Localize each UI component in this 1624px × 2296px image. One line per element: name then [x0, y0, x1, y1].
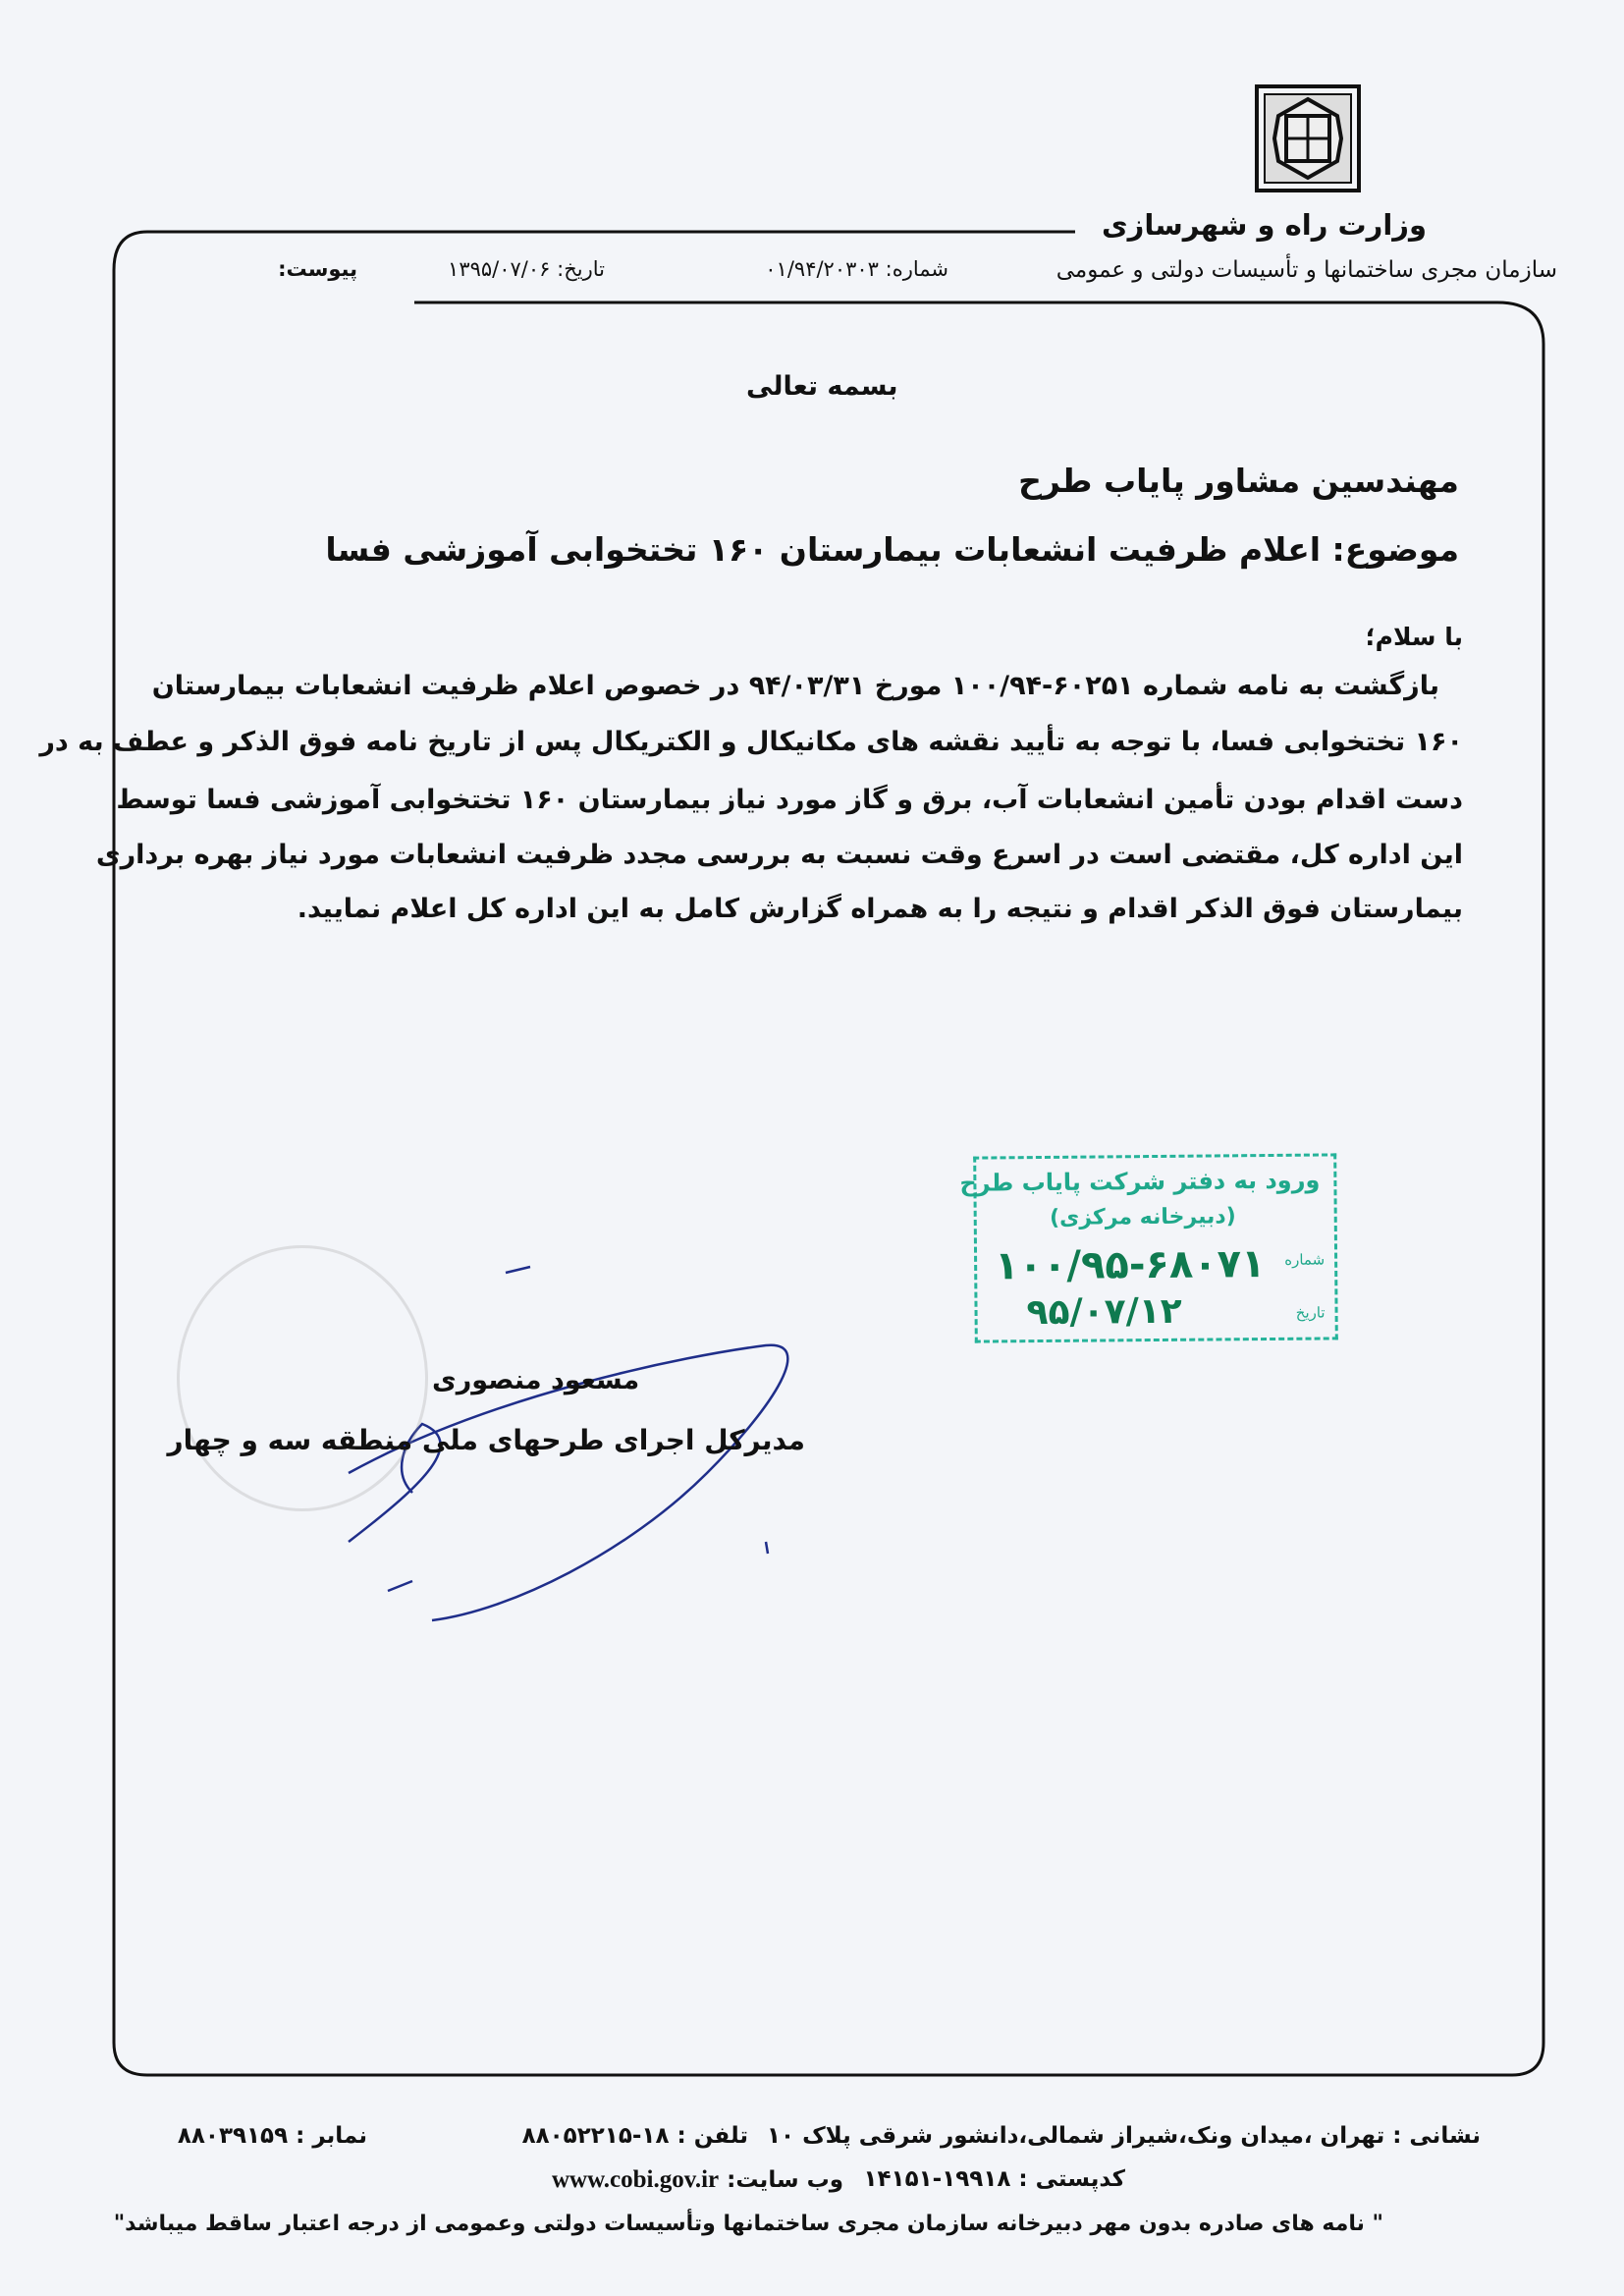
footer-address: نشانی : تهران ،میدان ونک،شیراز شمالی،دانشور شرقی پلاک ۱۰	[767, 2123, 1481, 2149]
stamp-date-label: تاریخ	[1295, 1303, 1326, 1322]
subject: موضوع: اعلام ظرفیت انشعابات بیمارستان ۱۶۰ تختخوابی آموزشی فسا	[325, 530, 1459, 569]
footer-notice: " نامه های صادره بدون مهر دبیرخانه سازمان مجری ساختمانها وتأسیسات دولتی وعمومی از درجه اعتبار ساقط میباشد"	[113, 2212, 1383, 2236]
stamp-line2: (دبیرخانه مرکزی)	[1049, 1204, 1236, 1230]
letter-number	[765, 257, 948, 281]
letter-date	[448, 257, 605, 281]
body-line: دست اقدام بودن تأمین انشعابات آب، برق و گاز مورد نیاز بیمارستان ۱۶۰ تختخوابی آموزشی فسا توسط	[116, 785, 1463, 815]
date-value: ۱۳۹۵/۰۷/۰۶	[448, 257, 551, 281]
date-label: تاریخ:	[557, 257, 605, 281]
footer-phone: تلفن : ۱۸-۸۸۰۵۲۲۱۵	[521, 2123, 748, 2149]
signer-name: مسعود منصوری	[432, 1365, 640, 1395]
receipt-stamp	[959, 1153, 1338, 1342]
number-value: ۰۱/۹۴/۲۰۳۰۳	[765, 257, 879, 281]
footer-website	[552, 2166, 843, 2194]
footer-fax: نمابر : ۸۸۰۳۹۱۵۹	[177, 2123, 367, 2149]
body-line: ۱۶۰ تختخوابی فسا، با توجه به تأیید نقشه های مکانیکال و الکتریکال پس از تاریخ نامه فوق الذکر و عطف به در	[39, 727, 1463, 757]
stamp-number-label: شماره	[1284, 1250, 1326, 1269]
faint-seal	[177, 1245, 428, 1511]
stamp-date-value: ۹۵/۰۷/۱۲	[1026, 1290, 1182, 1334]
attachment-label: پیوست:	[278, 257, 357, 281]
footer-postal-code: کدپستی : ۱۹۹۱۸-۱۴۱۵۱	[863, 2166, 1125, 2192]
window-emblem-icon	[1269, 96, 1347, 181]
ministry-logo	[1255, 84, 1361, 192]
body-line: این اداره کل، مقتضی است در اسرع وقت نسبت به بررسی مجدد ظرفیت انشعابات مورد نیاز بهره برداری	[95, 840, 1463, 870]
website-label: وب سایت:	[727, 2167, 843, 2193]
stamp-line1: ورود به دفتر شرکت پایاب طرح	[959, 1166, 1321, 1197]
number-label: شماره:	[885, 257, 948, 281]
body-line: بازگشت به نامه شماره ۶۰۲۵۱-۱۰۰/۹۴ مورخ ۹۴/۰۳/۳۱ در خصوص اعلام ظرفیت انشعابات بیمارستان	[151, 671, 1439, 701]
recipient: مهندسین مشاور پایاب طرح	[1018, 462, 1459, 500]
ministry-name: وزارت راه و شهرسازی	[1102, 208, 1427, 242]
invocation: بسمه تعالی	[746, 371, 898, 402]
greeting: با سلام؛	[1365, 623, 1463, 651]
stamp-number-value: ۱۰۰/۹۵-۶۸۰۷۱	[994, 1241, 1266, 1289]
organization-name: سازمان مجری ساختمانها و تأسیسات دولتی و عمومی	[1056, 257, 1557, 283]
signer-title: مدیرکل اجرای طرحهای ملی منطقه سه و چهار	[167, 1424, 805, 1456]
body-line: بیمارستان فوق الذکر اقدام و نتیجه را به همراه گزارش کامل به این اداره کل اعلام نمایید.	[297, 894, 1463, 924]
website-link[interactable]: www.cobi.gov.ir	[551, 2166, 720, 2193]
